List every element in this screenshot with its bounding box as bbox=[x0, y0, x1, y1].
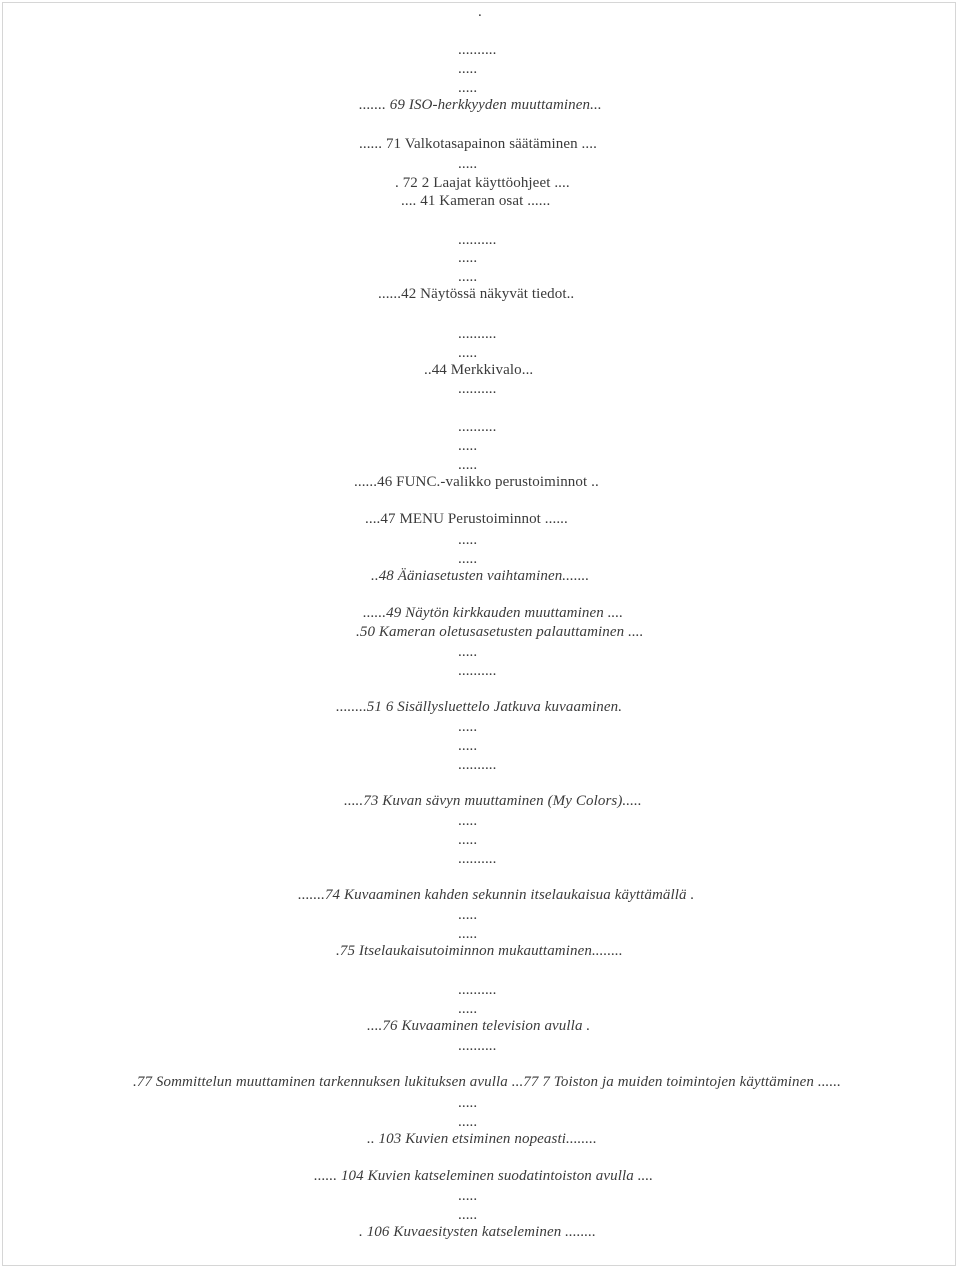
toc-line: ..... bbox=[458, 1114, 478, 1130]
toc-line: ..... bbox=[458, 813, 478, 829]
toc-line: ..... bbox=[458, 1188, 478, 1204]
toc-line: ..... bbox=[458, 1207, 478, 1223]
toc-line: ......46 FUNC.-valikko perustoiminnot .. bbox=[354, 474, 599, 490]
toc-line: .75 Itselaukaisutoiminnon mukauttaminen........ bbox=[336, 943, 623, 959]
toc-line: .......... bbox=[458, 757, 497, 773]
toc-line: .......... bbox=[458, 851, 497, 867]
toc-line: ..... bbox=[458, 551, 478, 567]
toc-line: ..... bbox=[458, 1095, 478, 1111]
toc-line: ......42 Näytössä näkyvät tiedot.. bbox=[378, 286, 575, 302]
toc-line: ...... 71 Valkotasapainon säätäminen .... bbox=[359, 136, 597, 152]
toc-line: .77 Sommittelun muuttaminen tarkennuksen lukituksen avulla ...77 7 Toiston ja muiden toimintojen käyttäminen ...... bbox=[133, 1074, 841, 1090]
toc-line: .....73 Kuvan sävyn muuttaminen (My Colors)..... bbox=[344, 793, 642, 809]
toc-line: . 106 Kuvaesitysten katseleminen ........ bbox=[359, 1224, 596, 1240]
toc-line: ........51 6 Sisällysluettelo Jatkuva kuvaaminen. bbox=[336, 699, 623, 715]
toc-line: .. 103 Kuvien etsiminen nopeasti........ bbox=[367, 1131, 597, 1147]
toc-line: .......... bbox=[458, 42, 497, 58]
toc-line: .......74 Kuvaaminen kahden sekunnin itselaukaisua käyttämällä . bbox=[298, 887, 695, 903]
toc-line: ..... bbox=[458, 644, 478, 660]
toc-line: ..... bbox=[458, 457, 478, 473]
toc-line: .......... bbox=[458, 232, 497, 248]
toc-line: ..... bbox=[458, 719, 478, 735]
toc-line: ..44 Merkkivalo... bbox=[424, 362, 534, 378]
toc-line: .......... bbox=[458, 982, 497, 998]
toc-line: ..... bbox=[458, 438, 478, 454]
toc-line: ..... bbox=[458, 1001, 478, 1017]
toc-line: ..... bbox=[458, 832, 478, 848]
toc-line: ..... bbox=[458, 250, 478, 266]
toc-line: .......... bbox=[458, 419, 497, 435]
toc-line: ....... 69 ISO-herkkyyden muuttaminen... bbox=[359, 97, 602, 113]
toc-line: ..... bbox=[458, 156, 478, 172]
toc-line: .......... bbox=[458, 663, 497, 679]
toc-line: ..... bbox=[458, 269, 478, 285]
toc-line: .......... bbox=[458, 326, 497, 342]
toc-line: ....76 Kuvaaminen television avulla . bbox=[367, 1018, 591, 1034]
toc-line: ..... bbox=[458, 907, 478, 923]
toc-line: ......49 Näytön kirkkauden muuttaminen .... bbox=[363, 605, 624, 621]
toc-line: ..... bbox=[458, 61, 478, 77]
toc-line: ..... bbox=[458, 345, 478, 361]
toc-line: ..... bbox=[458, 926, 478, 942]
toc-line: ..48 Ääniasetusten vaihtaminen....... bbox=[371, 568, 590, 584]
toc-line: ..... bbox=[458, 532, 478, 548]
toc-line: .......... bbox=[458, 1038, 497, 1054]
toc-line: ..... bbox=[458, 80, 478, 96]
toc-line: .... 41 Kameran osat ...... bbox=[401, 193, 551, 209]
toc-line: ....47 MENU Perustoiminnot ...... bbox=[365, 511, 568, 527]
toc-line: . bbox=[478, 4, 482, 20]
toc-line: ..... bbox=[458, 738, 478, 754]
toc-line: .......... bbox=[458, 381, 497, 397]
toc-line: ...... 104 Kuvien katseleminen suodatintoiston avulla .... bbox=[314, 1168, 654, 1184]
toc-line: .50 Kameran oletusasetusten palauttaminen .... bbox=[356, 624, 644, 640]
toc-line: . 72 2 Laajat käyttöohjeet .... bbox=[395, 175, 570, 191]
